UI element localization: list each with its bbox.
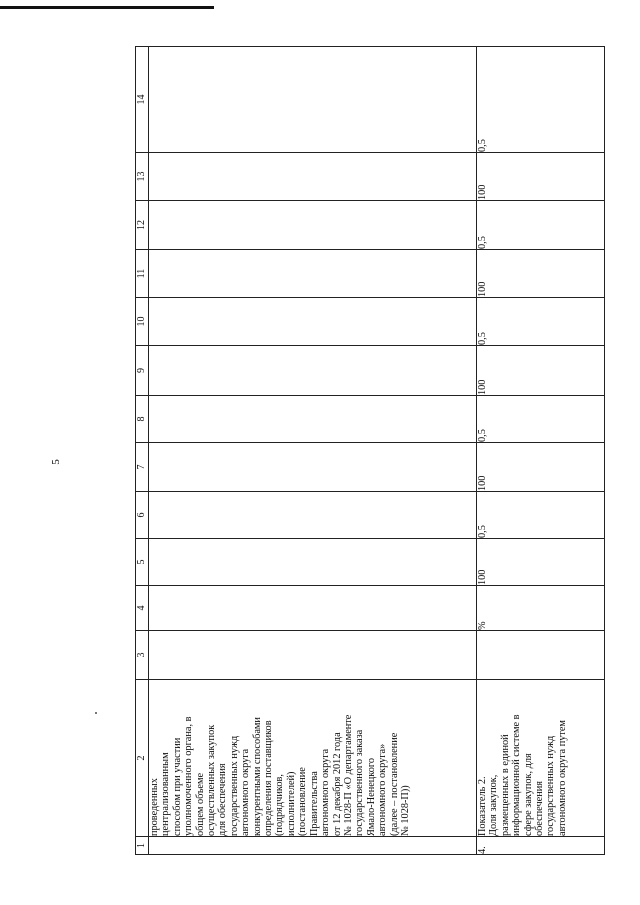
value-cell: [149, 539, 477, 586]
value-cell: [477, 631, 605, 680]
table-row: [149, 47, 477, 855]
column-number: 12: [136, 201, 149, 250]
indicator-text-line: (подрядчиков,: [274, 774, 286, 836]
indicator-text-line: информационной системе в: [511, 714, 523, 836]
indicator-text-line: обеспечения: [534, 781, 546, 836]
header-rule: [0, 6, 214, 9]
indicator-text-line: сфере закупок, для: [522, 753, 534, 836]
indicator-text-line: государственных нужд: [228, 735, 240, 836]
value-cell: [149, 631, 477, 680]
column-number: 7: [136, 443, 149, 492]
indicator-text-line: Доля закупок,: [488, 774, 500, 836]
indicator-text-line: от 12 декабря 2012 года: [331, 732, 343, 836]
column-number: 9: [136, 346, 149, 396]
column-number: 10: [136, 298, 149, 346]
indicator-cell: [477, 680, 605, 837]
column-number: 5: [136, 539, 149, 586]
rotated-page-content: [135, 47, 603, 855]
value-cell: [149, 346, 477, 396]
indicator-text-line: централизованным: [160, 752, 172, 836]
indicator-text-line: Ямало-Ненецкого: [365, 757, 377, 836]
indicator-text-line: конкурентными способами: [251, 717, 263, 836]
column-number: 6: [136, 492, 149, 539]
value-cell: [149, 443, 477, 492]
indicator-text-line: (постановление: [297, 767, 309, 836]
scan-speck: [95, 712, 97, 714]
indicator-text-line: общем объеме: [194, 772, 206, 836]
column-number: 1: [136, 837, 149, 855]
value-cell: 0,5: [477, 47, 605, 153]
indicator-text-line: № 1028-П)): [399, 785, 411, 836]
table-row: [477, 47, 605, 855]
value-cell: 0,5: [477, 396, 605, 443]
value-cell: [149, 586, 477, 631]
indicator-text-line: автономного округа: [320, 748, 332, 836]
value-cell: 0,5: [477, 492, 605, 539]
indicator-text-line: Правительства: [308, 771, 320, 836]
row-number-cell: 4.: [477, 837, 605, 855]
column-number: 14: [136, 47, 149, 153]
value-cell: 100: [477, 153, 605, 201]
indicator-text-line: уполномоченного органа, в: [183, 716, 195, 836]
indicator-text-line: определения поставщиков: [263, 720, 275, 836]
value-cell: [149, 47, 477, 153]
indicator-text-line: автономного округа путем: [556, 720, 568, 836]
column-number: 4: [136, 586, 149, 631]
column-number: 2: [136, 680, 149, 837]
page-number: 5: [50, 459, 62, 465]
value-cell: [149, 153, 477, 201]
row-number-cell: [149, 837, 477, 855]
table-header-row: [136, 47, 149, 855]
value-cell: 100: [477, 443, 605, 492]
indicator-text-line: осуществленных закупок: [206, 724, 218, 836]
column-number: 11: [136, 250, 149, 298]
column-number: 13: [136, 153, 149, 201]
indicator-text-line: автономного округа»: [377, 743, 389, 836]
value-cell: 100: [477, 250, 605, 298]
value-cell: 0,5: [477, 201, 605, 250]
value-cell: %: [477, 586, 605, 631]
column-number: 8: [136, 396, 149, 443]
value-cell: 0,5: [477, 298, 605, 346]
value-cell: [149, 492, 477, 539]
indicator-text-line: государственного заказа: [354, 729, 366, 836]
indicator-text-line: способом при участии: [171, 737, 183, 836]
indicator-text-line: Показатель 2.: [477, 776, 488, 836]
indicator-text-line: исполнителей): [285, 771, 297, 836]
value-cell: 100: [477, 539, 605, 586]
value-cell: [149, 201, 477, 250]
indicator-text-line: размещенных в единой: [499, 734, 511, 836]
indicator-text-line: проведенных: [149, 778, 160, 836]
indicator-text-line: для обеспечения: [217, 763, 229, 836]
value-cell: [149, 250, 477, 298]
value-cell: 100: [477, 346, 605, 396]
value-cell: [149, 298, 477, 346]
indicators-table: [135, 46, 605, 855]
indicator-text-line: государственных нужд: [545, 735, 557, 836]
indicator-text-line: (далее – постановление: [388, 732, 400, 836]
indicator-text-line: автономного округа: [240, 748, 252, 836]
indicator-text-line: № 1028-П «О департаменте: [342, 714, 354, 836]
column-number: 3: [136, 631, 149, 680]
value-cell: [149, 396, 477, 443]
indicator-cell: [149, 680, 477, 837]
